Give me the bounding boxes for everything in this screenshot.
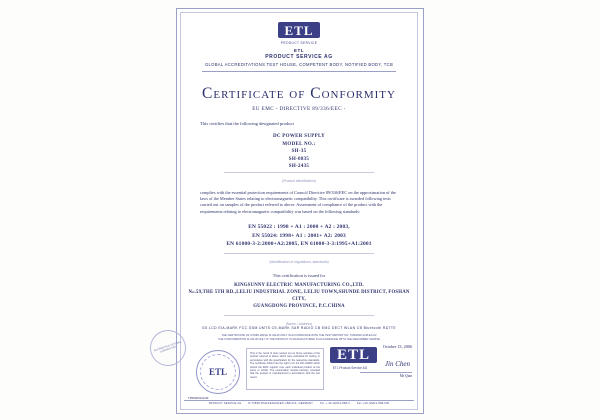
regulations-divider: [224, 253, 374, 254]
issue-date: October 13, 2006: [382, 344, 412, 349]
accreditation-stamp: ACCREDITED TESTING LABORATORY: [145, 325, 190, 370]
company-name: KINGSUNNY ELECTRIC MANUFACTURING CO.,LTD.: [234, 283, 364, 289]
standard-1: EN 55022 : 1998 + A1 : 2000 + A2 : 2003,: [248, 224, 350, 231]
bottom-logo-block: [330, 346, 370, 370]
marks-line: GS LCD EIA-MARK FCC GSM UMTS CE-MARK SAR RADIO CB EMC DECT WLAN CB Bluetooth R&TTE: [201, 326, 396, 330]
footer-tel: Tel. + 49-(0)811-868-0: [319, 402, 350, 405]
company-address-1: No.59,THE 5TH RD.,LELIU INDUSTRIAL ZONE, LELIU TOWN,SHUNDE DISTRICT, FOSHAN CITY,: [188, 290, 410, 303]
footer-fax: Fax +49-(0)811-868-600: [356, 402, 390, 405]
issued-for-line: This certification is issued for: [272, 273, 326, 279]
body-paragraph: complies with the essential protection requirements of Council Directive 89/336/EEC on the approximation of the laws of the Member States relating to electromagnetic compatibility. This certificate is awarded following tests carried out on samples of the product referred to above. Assessment of compliance of the product with the requirements relating to electromagnetic compatibility was based on the following standards:: [200, 189, 396, 214]
footer: [184, 402, 414, 405]
org-name: PRODUCT SERVICE AG: [265, 54, 333, 60]
standard-2: EN 55024: 1998+ A1 : 2001+ A2: 2003: [252, 232, 346, 239]
product-block: [184, 133, 414, 171]
certifies-line: This certifies that the following designated product: [200, 121, 294, 126]
etl-logo-icon: ETL: [278, 22, 319, 38]
org-accreditations: GLOBAL ACCREDITATIONS TEST HOUSE, COMPETENT BODY, NOTIFIED BODY, TCB: [204, 62, 394, 67]
directive-subtitle: EU EMC - DIRECTIVE 89/336/EEC -: [252, 106, 346, 112]
standards-list: [184, 223, 414, 248]
signature-line: [360, 372, 412, 373]
signature: Jin Chen: [384, 360, 410, 368]
footer-address: D-72838 PFAFFENHOFEN,I.BRUCK, GERMANY: [248, 402, 314, 405]
etl-logo-subtitle: PRODUCT SERVICE: [280, 41, 318, 45]
name-address-divider: [224, 315, 374, 316]
footer-org: PRODUCT SERVICE AG: [208, 402, 242, 405]
product-model-1: SH-35: [291, 149, 307, 154]
company-address-2: GUANGDONG PROVINCE, P.C.CHINA: [253, 304, 345, 310]
org-short-name: ETL: [293, 48, 305, 53]
regulations-label: (Identification of regulations, standards): [269, 260, 329, 265]
product-model-2: SH-0835: [288, 156, 310, 162]
certification-seal: [196, 350, 240, 394]
seal-label: ETL: [200, 354, 236, 390]
smallprint-line-1: THE CERTIFICATE OF COMPLIANCE IS VALID ONLY IN ACCORDANCE WITH THE TEST REPORT NO. T2002040-01M-EC-02: [221, 334, 377, 338]
page-title: Certificate of Conformity: [202, 85, 396, 102]
conditions-box: This is the result of tests carried out on those samples of the product referred to above which were submitted for testing, in accordance with the specification for the respective standards. The certificate holder has the right to fix the ETL-MARK which shows the EMC support over each individual product at the same or similar. The examination sample belongs, provided that the product is manufactured in accordance with the test report.: [246, 348, 324, 390]
footer-divider: [184, 400, 414, 401]
signature-title: Mr Qian: [399, 374, 412, 378]
header-logo-block: [184, 22, 414, 72]
standard-3: EN 61000-3-2:2000+A2:2005, EN 61000-3-3:1995+A1:2001: [226, 240, 372, 247]
product-name: DC POWER SUPPLY: [272, 134, 326, 139]
bottom-logo-caption: ETL Product Service AG: [332, 366, 368, 370]
etl-logo-bottom-icon: ETL: [330, 347, 377, 363]
product-model-3: SH-2435: [288, 164, 310, 169]
product-identification-divider: [224, 172, 374, 173]
product-identification-label: (Product identification): [282, 178, 316, 183]
header-divider: [202, 71, 396, 72]
certificate-number: T2502040-01M: [188, 396, 209, 400]
name-address-label: (Name / Address): [285, 322, 313, 327]
company-block: [184, 282, 414, 310]
smallprint-line-2: THE CONFORMATION IS VALID ONLY IF THE PRODUCT IS MANUFACTURED IN ACCORDANCE WITH THE DESCRIBED SAMPLE: [218, 338, 380, 342]
signature-area: [184, 338, 414, 404]
product-model-label: MODEL NO.:: [282, 141, 316, 147]
certificate-content: [184, 16, 414, 404]
